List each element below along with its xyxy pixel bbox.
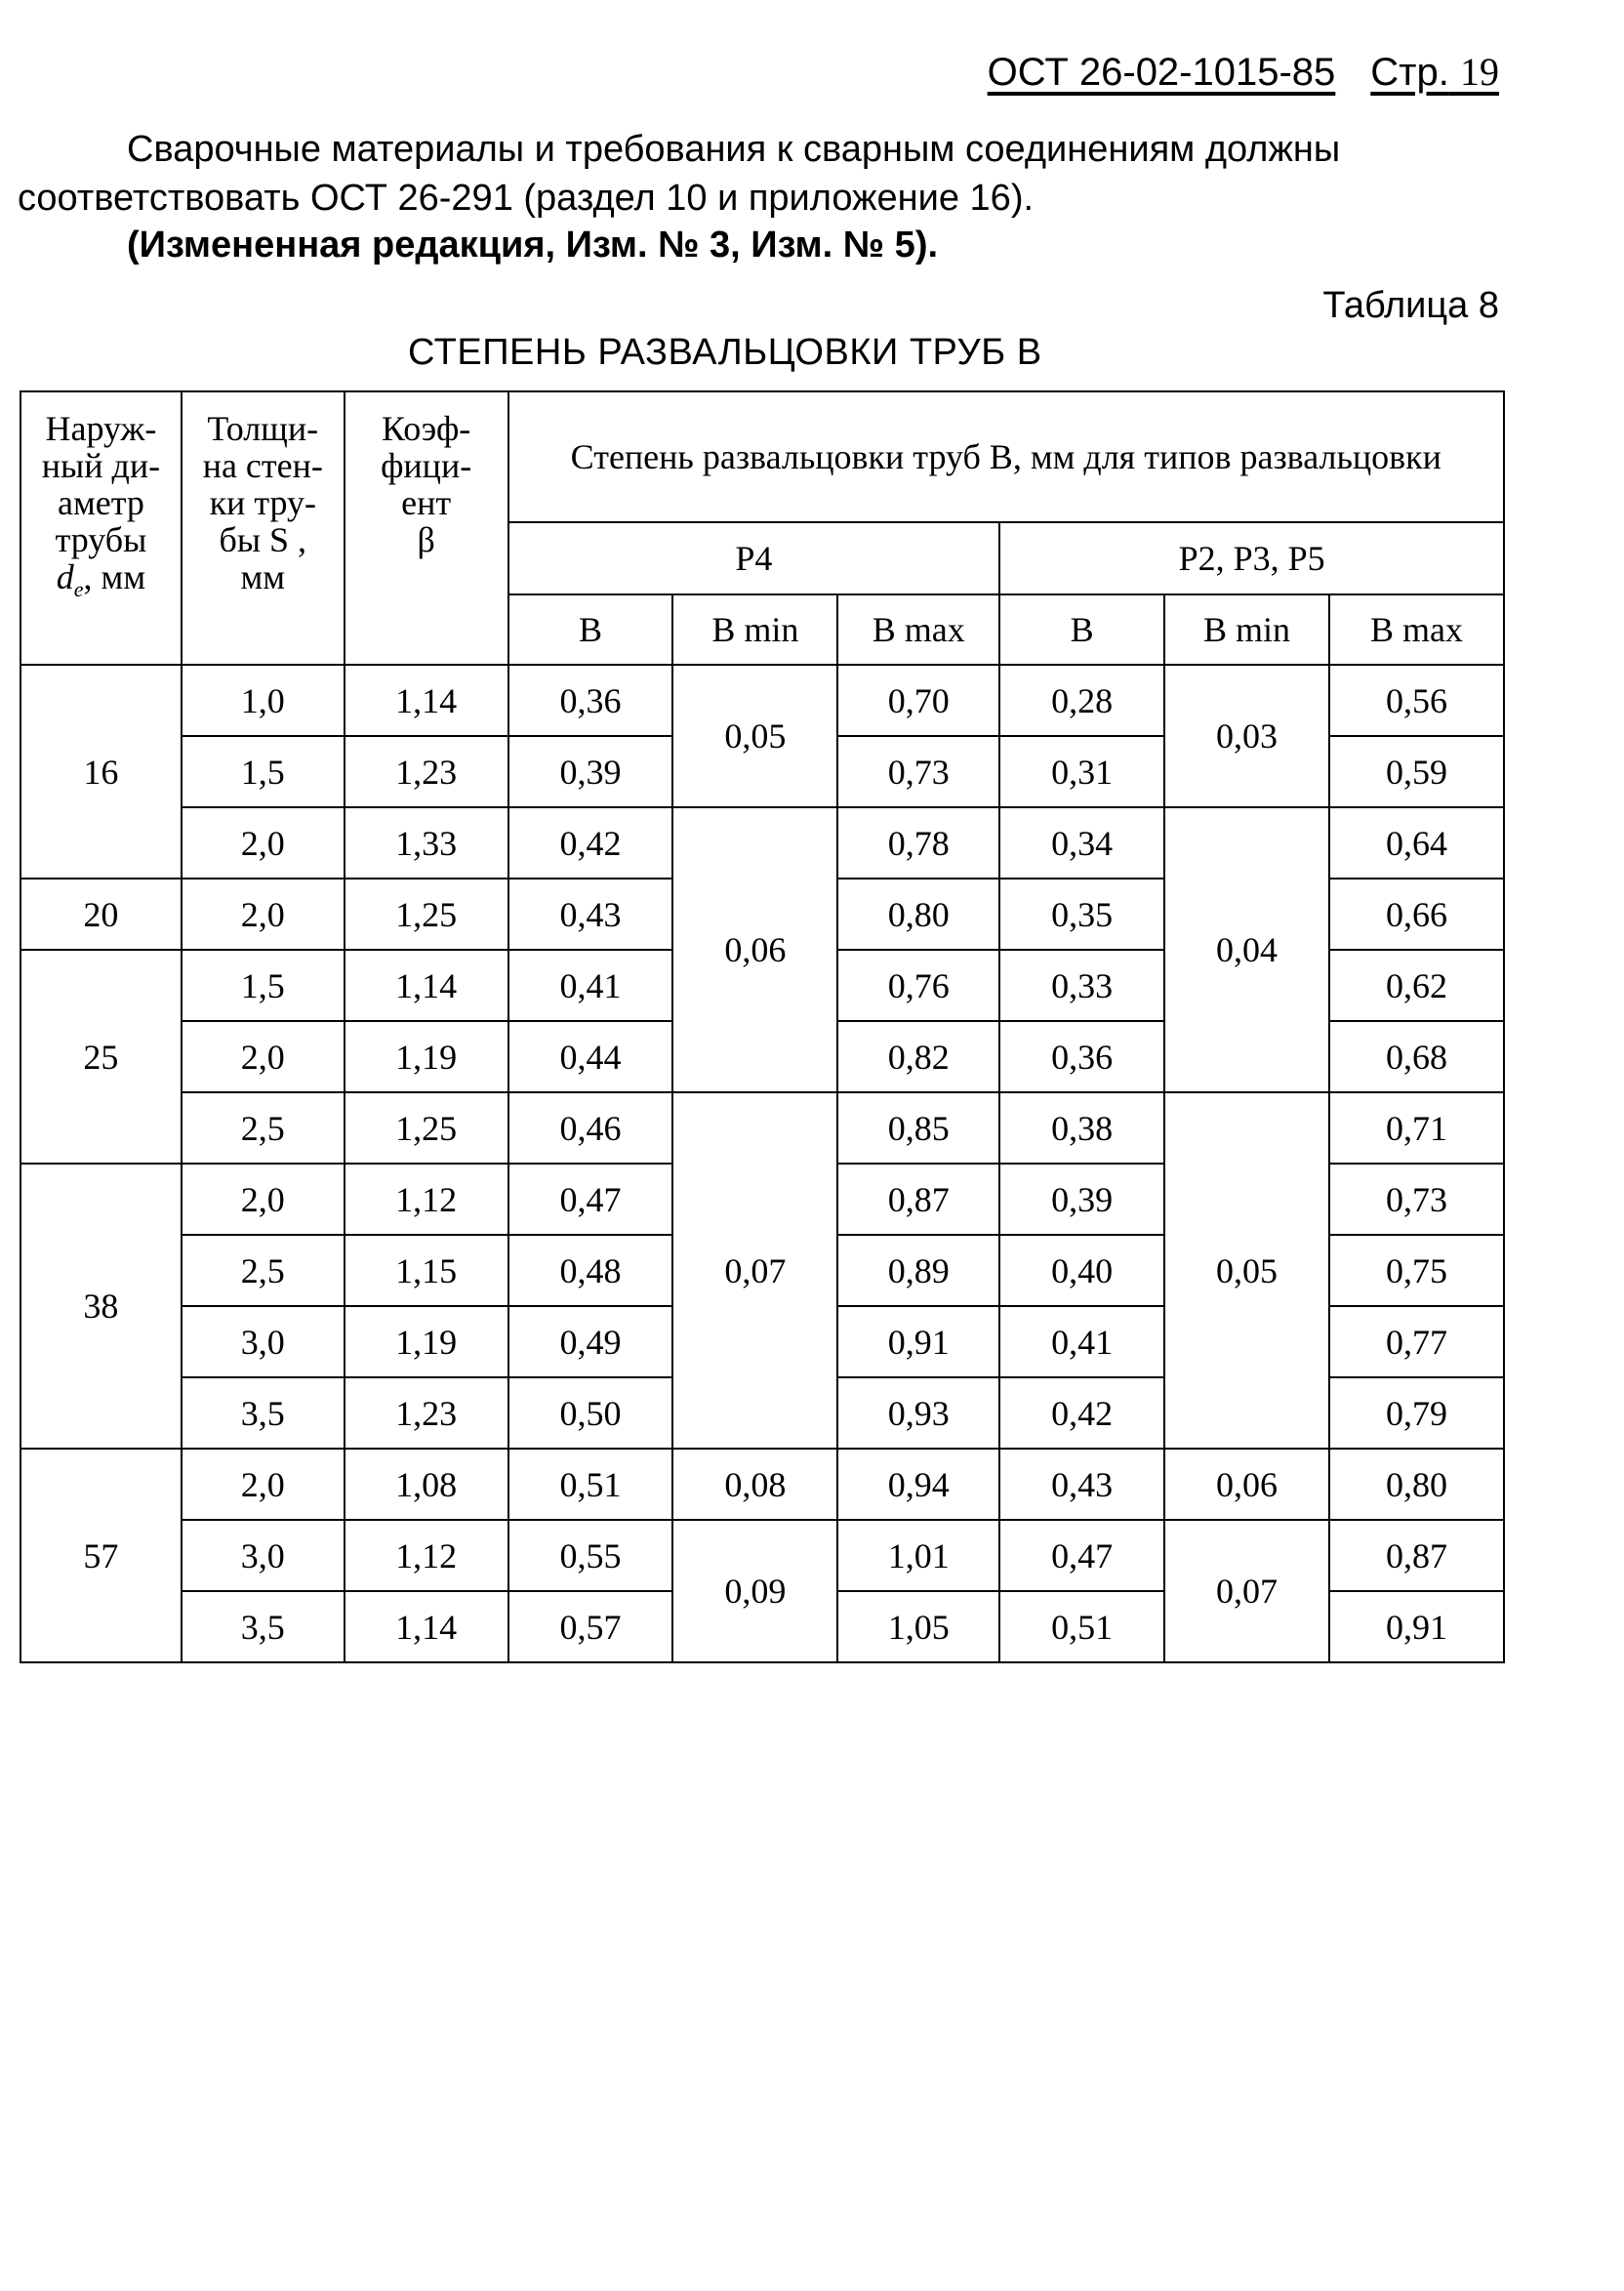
cell-thickness: 2,0 — [182, 1021, 345, 1092]
header-text: Коэф- — [382, 409, 471, 448]
cell-bmin-p4: 0,08 — [672, 1449, 837, 1520]
cell-bmin-p235: 0,05 — [1164, 1092, 1329, 1449]
cell-thickness: 2,5 — [182, 1092, 345, 1164]
cell-beta: 1,08 — [345, 1449, 508, 1520]
cell-b-p235: 0,51 — [999, 1591, 1164, 1662]
table-row — [20, 807, 1504, 879]
header-text: β — [417, 520, 435, 559]
cell-diameter: 38 — [20, 1164, 182, 1449]
symbol-d: d — [56, 557, 74, 596]
header-text: ный ди- — [41, 446, 161, 485]
document-code: ОСТ 26-02-1015-85 — [987, 51, 1336, 94]
cell-b-p4: 0,55 — [508, 1520, 673, 1591]
cell-bmax-p4: 0,93 — [837, 1377, 999, 1449]
cell-thickness: 3,5 — [182, 1591, 345, 1662]
body-paragraph — [18, 125, 1491, 223]
cell-bmax-p4: 0,70 — [837, 665, 999, 736]
header-bmin: В min — [672, 594, 837, 665]
cell-thickness: 2,0 — [182, 879, 345, 950]
cell-b-p4: 0,49 — [508, 1306, 673, 1377]
header-b: В — [508, 594, 673, 665]
cell-b-p235: 0,35 — [999, 879, 1164, 950]
cell-b-p235: 0,31 — [999, 736, 1164, 807]
cell-b-p235: 0,42 — [999, 1377, 1164, 1449]
table-number: Таблица 8 — [1322, 285, 1499, 326]
amendment-note: (Измененная редакция, Изм. № 3, Изм. № 5). — [127, 225, 939, 266]
cell-bmax-p235: 0,80 — [1329, 1449, 1504, 1520]
cell-thickness: 1,0 — [182, 665, 345, 736]
cell-b-p4: 0,42 — [508, 807, 673, 879]
cell-thickness: 1,5 — [182, 736, 345, 807]
header-text: ент — [401, 483, 452, 522]
cell-bmax-p235: 0,91 — [1329, 1591, 1504, 1662]
paragraph-text: Сварочные материалы и требования к сварным соединениям должны соответствовать ОСТ 26-291 (раздел 10 и приложение 16). — [18, 129, 1341, 219]
flaring-table — [20, 390, 1505, 1663]
cell-bmin-p235: 0,04 — [1164, 807, 1329, 1092]
header-text: фици- — [381, 446, 472, 485]
cell-bmax-p4: 0,78 — [837, 807, 999, 879]
cell-bmax-p235: 0,71 — [1329, 1092, 1504, 1164]
cell-beta: 1,23 — [345, 736, 508, 807]
header-wall-thickness — [182, 391, 345, 665]
cell-b-p235: 0,33 — [999, 950, 1164, 1021]
page-label: Стр. — [1370, 51, 1449, 94]
cell-b-p235: 0,41 — [999, 1306, 1164, 1377]
cell-beta: 1,19 — [345, 1021, 508, 1092]
table-row — [20, 1449, 1504, 1520]
document-header — [988, 49, 1499, 95]
cell-bmax-p235: 0,77 — [1329, 1306, 1504, 1377]
cell-thickness: 3,5 — [182, 1377, 345, 1449]
cell-b-p235: 0,34 — [999, 807, 1164, 879]
table-row — [20, 1520, 1504, 1591]
header-type-p4: Р4 — [508, 522, 1000, 594]
cell-b-p235: 0,28 — [999, 665, 1164, 736]
header-bmax: В max — [1329, 594, 1504, 665]
cell-beta: 1,14 — [345, 1591, 508, 1662]
table-title: СТЕПЕНЬ РАЗВАЛЬЦОВКИ ТРУБ В — [408, 332, 1042, 373]
cell-diameter: 57 — [20, 1449, 182, 1662]
cell-bmax-p4: 0,85 — [837, 1092, 999, 1164]
cell-bmin-p235: 0,06 — [1164, 1449, 1329, 1520]
cell-b-p4: 0,47 — [508, 1164, 673, 1235]
cell-thickness: 2,0 — [182, 807, 345, 879]
cell-bmax-p235: 0,56 — [1329, 665, 1504, 736]
table-row — [20, 1092, 1504, 1164]
symbol-subscript: e — [73, 577, 84, 602]
cell-diameter: 16 — [20, 665, 182, 879]
cell-bmin-p4: 0,05 — [672, 665, 837, 807]
cell-beta: 1,25 — [345, 879, 508, 950]
cell-bmax-p4: 0,89 — [837, 1235, 999, 1306]
cell-b-p235: 0,43 — [999, 1449, 1164, 1520]
header-text: мм — [240, 557, 286, 596]
header-outer-diameter — [20, 391, 182, 665]
cell-bmax-p4: 0,91 — [837, 1306, 999, 1377]
header-text: на стен- — [202, 446, 323, 485]
cell-bmax-p235: 0,64 — [1329, 807, 1504, 879]
cell-b-p4: 0,57 — [508, 1591, 673, 1662]
cell-beta: 1,14 — [345, 950, 508, 1021]
cell-bmax-p4: 0,76 — [837, 950, 999, 1021]
cell-bmin-p235: 0,03 — [1164, 665, 1329, 807]
cell-thickness: 2,5 — [182, 1235, 345, 1306]
cell-bmax-p235: 0,66 — [1329, 879, 1504, 950]
cell-beta: 1,15 — [345, 1235, 508, 1306]
cell-beta: 1,12 — [345, 1164, 508, 1235]
cell-b-p235: 0,36 — [999, 1021, 1164, 1092]
cell-beta: 1,19 — [345, 1306, 508, 1377]
cell-bmax-p4: 0,73 — [837, 736, 999, 807]
cell-bmax-p4: 0,87 — [837, 1164, 999, 1235]
cell-bmax-p4: 0,80 — [837, 879, 999, 950]
header-text: ки тру- — [209, 483, 317, 522]
cell-b-p4: 0,46 — [508, 1092, 673, 1164]
cell-b-p4: 0,43 — [508, 879, 673, 950]
header-text: аметр — [57, 483, 144, 522]
table-row — [20, 665, 1504, 736]
cell-bmax-p4: 1,05 — [837, 1591, 999, 1662]
unit-text: , мм — [83, 557, 146, 596]
cell-beta: 1,12 — [345, 1520, 508, 1591]
cell-thickness: 3,0 — [182, 1306, 345, 1377]
header-bmax: В max — [837, 594, 999, 665]
header-bmin: В min — [1164, 594, 1329, 665]
cell-beta: 1,14 — [345, 665, 508, 736]
header-group-title: Степень развальцовки труб В, мм для типов развальцовки — [508, 391, 1504, 522]
cell-bmax-p235: 0,79 — [1329, 1377, 1504, 1449]
cell-thickness: 1,5 — [182, 950, 345, 1021]
cell-beta: 1,33 — [345, 807, 508, 879]
header-text — [21, 558, 181, 608]
cell-b-p4: 0,48 — [508, 1235, 673, 1306]
cell-bmin-p4: 0,09 — [672, 1520, 837, 1662]
cell-bmax-p235: 0,73 — [1329, 1164, 1504, 1235]
header-text: Толщи- — [207, 409, 319, 448]
cell-thickness: 3,0 — [182, 1520, 345, 1591]
header-text: трубы — [55, 520, 147, 559]
cell-b-p4: 0,36 — [508, 665, 673, 736]
cell-b-p4: 0,44 — [508, 1021, 673, 1092]
cell-thickness: 2,0 — [182, 1164, 345, 1235]
header-type-p2-p3-p5: Р2, Р3, Р5 — [999, 522, 1504, 594]
cell-b-p4: 0,39 — [508, 736, 673, 807]
cell-diameter: 25 — [20, 950, 182, 1164]
cell-bmin-p4: 0,06 — [672, 807, 837, 1092]
header-row — [20, 391, 1504, 522]
cell-bmax-p235: 0,75 — [1329, 1235, 1504, 1306]
cell-bmax-p235: 0,62 — [1329, 950, 1504, 1021]
cell-thickness: 2,0 — [182, 1449, 345, 1520]
cell-bmax-p4: 0,94 — [837, 1449, 999, 1520]
page-number: 19 — [1460, 50, 1499, 94]
cell-b-p235: 0,47 — [999, 1520, 1164, 1591]
header-text: Наруж- — [45, 409, 157, 448]
cell-bmin-p4: 0,07 — [672, 1092, 837, 1449]
cell-b-p235: 0,39 — [999, 1164, 1164, 1235]
cell-bmax-p235: 0,87 — [1329, 1520, 1504, 1591]
cell-b-p4: 0,50 — [508, 1377, 673, 1449]
cell-bmax-p4: 0,82 — [837, 1021, 999, 1092]
cell-bmin-p235: 0,07 — [1164, 1520, 1329, 1662]
cell-beta: 1,23 — [345, 1377, 508, 1449]
cell-bmax-p4: 1,01 — [837, 1520, 999, 1591]
cell-b-p4: 0,51 — [508, 1449, 673, 1520]
cell-diameter: 20 — [20, 879, 182, 950]
header-text: бы S , — [219, 520, 307, 559]
cell-b-p235: 0,40 — [999, 1235, 1164, 1306]
cell-bmax-p235: 0,68 — [1329, 1021, 1504, 1092]
cell-b-p235: 0,38 — [999, 1092, 1164, 1164]
header-b: В — [999, 594, 1164, 665]
cell-bmax-p235: 0,59 — [1329, 736, 1504, 807]
cell-b-p4: 0,41 — [508, 950, 673, 1021]
header-coefficient — [345, 391, 508, 665]
cell-beta: 1,25 — [345, 1092, 508, 1164]
